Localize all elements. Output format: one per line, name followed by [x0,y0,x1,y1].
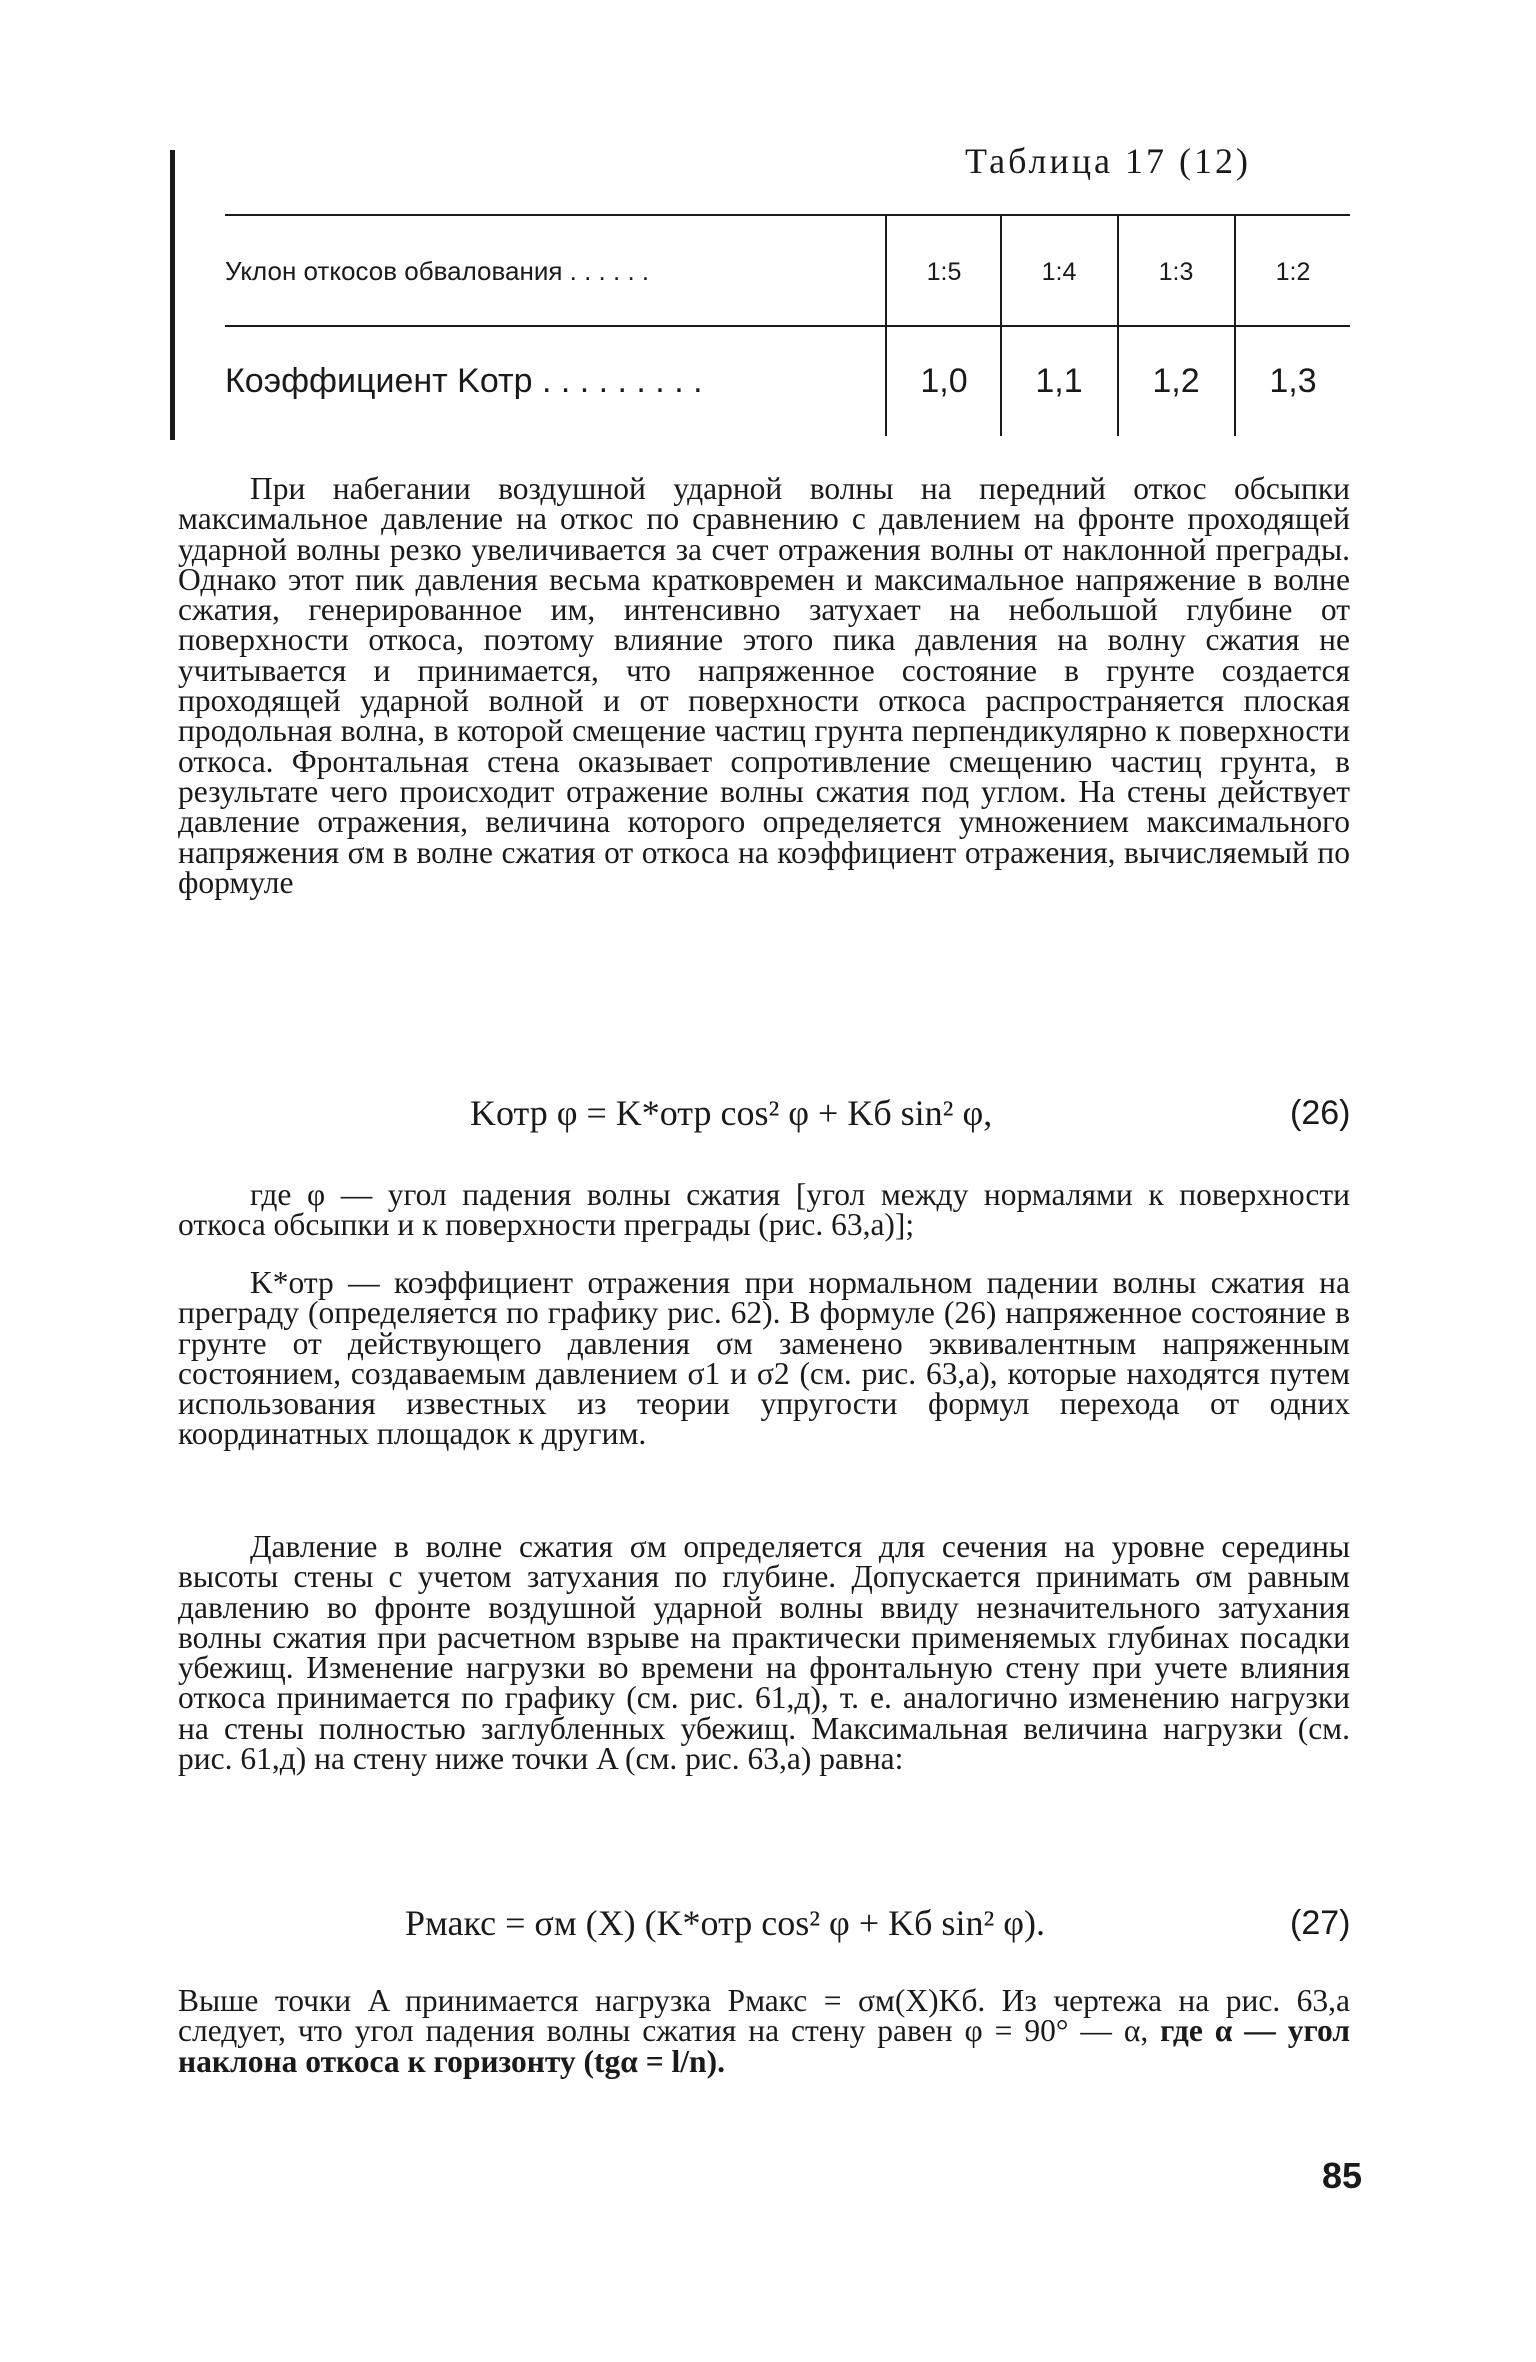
equation-number: (26) [1290,1094,1351,1132]
table-row-label-slope: Уклон откосов обвалования . . . . . . [225,256,650,286]
paragraph-text-bold: где α — угол наклона откоса к горизонту (tgα = l/n). [178,2013,1350,2079]
table-cell: 1:2 [1275,258,1311,286]
table-cell: 1:3 [1158,258,1194,286]
table-column-divider [1117,214,1119,436]
paragraph [178,1983,1350,2079]
table-column-divider [1000,214,1002,436]
table-row-label-coefficient: Коэффициент Kотр . . . . . . . . . [225,362,703,400]
margin-bar [170,150,175,440]
table-cell: 1,2 [1152,362,1200,400]
table-caption: Таблица 17 (12) [965,141,1251,181]
table-top-rule [225,214,1350,216]
table-middle-rule [225,325,1350,327]
formula-26: Kотр φ = K*отр cos² φ + Kб sin² φ, [470,1093,993,1133]
paragraph: Давление в волне сжатия σм определяется для сечения на уровне середины высоты стены с учетом затухания по глубине. Допускается принимать σм равным давлению во фронте воздушной ударной волны ввиду незначительного затухания волны сжатия при расчетном взрыве на практически применяемых глубинах посадки убежищ. Изменение нагрузки во времени на фронтальную стену при учете влияния откоса принимается по графику (см. рис. 61,д), т. е. аналогично изменению нагрузки на стены полностью заглубленных убежищ. Максимальная величина нагрузки (см. рис. 61,д) на стену ниже точки A (см. рис. 63,а) равна: [178,1529,1350,1777]
paragraph-where-k: K*отр — коэффициент отражения при нормальном падении волны сжатия на преграду (определяется по графику рис. 62). В формуле (26) напряженное состояние в грунте от действующего давления σм заменено эквивалентным напряженным состоянием, создаваемым давлением σ1 и σ2 (см. рис. 63,а), которые находятся путем использования известных из теории упругости формул перехода от одних координатных площадок к другим. [178,1265,1350,1452]
table-cell: 1:5 [926,258,962,286]
paragraph: При набегании воздушной ударной волны на передний откос обсыпки максимальное давление на откос по сравнению с давлением на фронте проходящей ударной волны резко увеличивается за счет отражения волны от наклонной преграды. Однако этот пик давления весьма кратковремен и максимальное напряжение в волне сжатия, генерированное им, интенсивно затухает на небольшой глубине от поверхности откоса, поэтому влияние этого пика давления на волну сжатия не учитывается и принимается, что напряженное состояние в грунте создается проходящей ударной волной и от поверхности откоса распространяется плоская продольная волна, в которой смещение частиц грунта перпендикулярно к поверхности откоса. Фронтальная стена оказывает сопротивление смещению частиц грунта, в результате чего происходит отражение волны сжатия под углом. На стены действует давление отражения, величина которого определяется умножением максимального напряжения σм в волне сжатия от откоса на коэффициент отражения, вычисляемый по формуле [178,471,1350,900]
table-cell: 1,0 [920,362,968,400]
equation-number: (27) [1290,1904,1351,1942]
page-number: 85 [1322,2155,1363,2196]
paragraph-where-phi: где φ — угол падения волны сжатия [угол между нормалями к поверхности откоса обсыпки и к поверхности преграды (рис. 63,а)]; [178,1177,1350,1243]
formula-27: Pмакс = σм (X) (K*отр cos² φ + Kб sin² φ). [405,1903,1046,1943]
table-column-divider [1234,214,1236,436]
table-cell: 1,1 [1035,362,1083,400]
paragraph-text: Выше точки A принимается нагрузка Pмакс = σм(X)Kб. Из чертежа на рис. 63,а следует, что угол падения волны сжатия на стену равен φ = 90° — α, [178,1983,1350,2049]
table-cell: 1:4 [1041,258,1077,286]
table-column-divider [885,214,887,436]
table-cell: 1,3 [1269,362,1317,400]
